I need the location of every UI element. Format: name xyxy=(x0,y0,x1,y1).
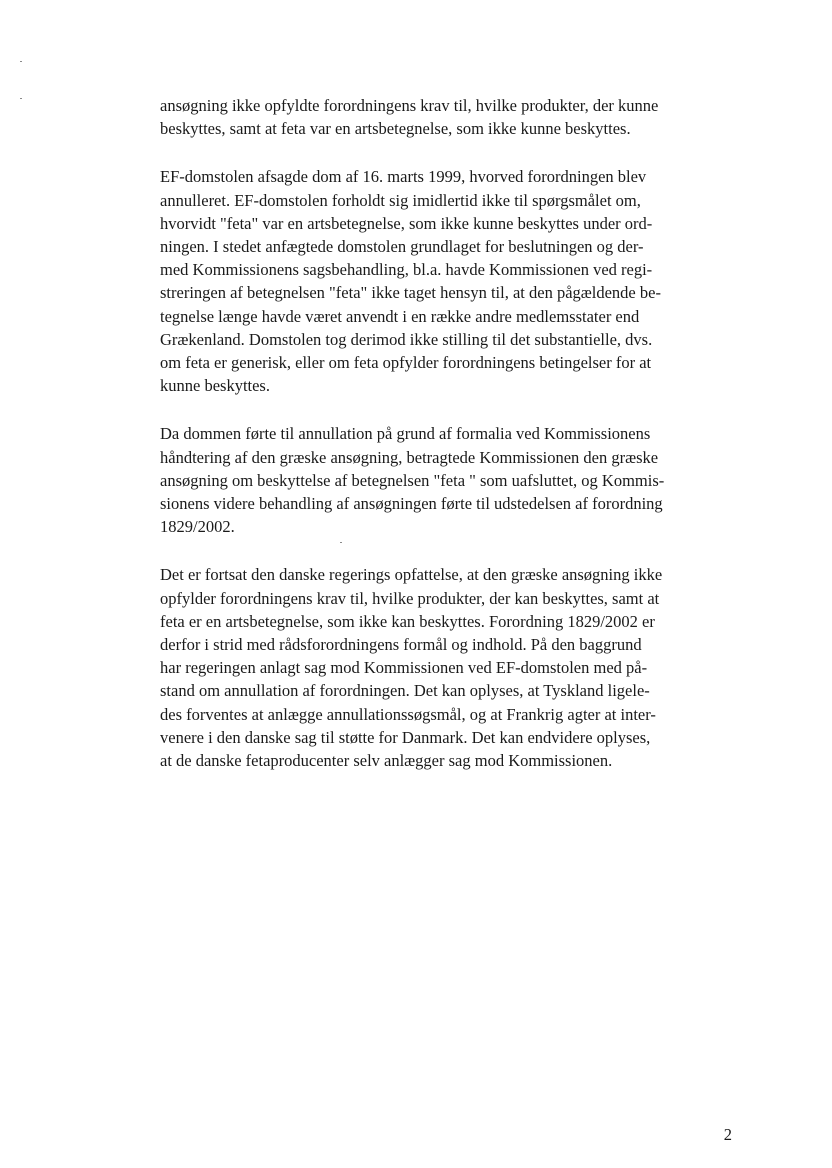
text-line: med Kommissionens sagsbehandling, bl.a. havde Kommissionen ved regi- xyxy=(160,260,653,280)
text-line: opfylder forordningens krav til, hvilke produkter, der kan beskyttes, samt at xyxy=(160,588,660,608)
text-line: sionens videre behandling af ansøgningen førte til udstedelsen af forordning xyxy=(160,494,663,514)
text-line: ansøgning om beskyttelse af betegnelsen "feta " som uafsluttet, og Kommis- xyxy=(160,470,665,490)
text-line: 1829/2002. xyxy=(160,517,235,537)
text-line: Det er fortsat den danske regerings opfattelse, at den græske ansøgning ikke xyxy=(160,565,663,585)
text-line: hvorvidt "feta" var en artsbetegnelse, som ikke kunne beskyttes under ord- xyxy=(160,213,653,233)
text-line: stand om annullation af forordningen. Det kan oplyses, at Tyskland ligele- xyxy=(160,681,650,701)
text-line: beskyttes, samt at feta var en artsbetegnelse, som ikke kunne beskyttes. xyxy=(160,119,631,139)
text-line: feta er en artsbetegnelse, som ikke kan beskyttes. Forordning 1829/2002 er xyxy=(160,611,655,631)
text-line: annulleret. EF-domstolen forholdt sig imidlertid ikke til spørgsmålet om, xyxy=(160,190,641,210)
text-line: venere i den danske sag til støtte for Danmark. Det kan endvidere oplyses, xyxy=(160,727,651,747)
text-line: Grækenland. Domstolen tog derimod ikke stilling til det substantielle, dvs. xyxy=(160,329,653,349)
page-number: 2 xyxy=(723,1125,732,1144)
text-line: derfor i strid med rådsforordningens formål og indhold. På den baggrund xyxy=(160,635,642,655)
paragraph-1 xyxy=(160,94,735,140)
document-body xyxy=(160,94,735,797)
text-line: at de danske fetaproducenter selv anlægger sag mod Kommissionen. xyxy=(160,751,613,771)
text-line: Da dommen førte til annullation på grund af formalia ved Kommissionens xyxy=(160,424,651,444)
text-line: des forventes at anlægge annullationssøgsmål, og at Frankrig agter at inter- xyxy=(160,704,656,724)
text-line: kunne beskyttes. xyxy=(160,376,270,396)
text-line: ansøgning ikke opfyldte forordningens krav til, hvilke produkter, der kunne xyxy=(160,96,659,115)
paragraph-4 xyxy=(160,563,735,772)
text-line: streringen af betegnelsen "feta" ikke taget hensyn til, at den pågældende be- xyxy=(160,283,661,303)
text-line: har regeringen anlagt sag mod Kommissionen ved EF-domstolen med på- xyxy=(160,658,648,678)
scan-speck xyxy=(20,61,22,62)
text-line: ningen. I stedet anfægtede domstolen grundlaget for beslutningen og der- xyxy=(160,237,644,257)
paragraph-3 xyxy=(160,422,735,538)
text-line: tegnelse længe havde været anvendt i en række andre medlemsstater end xyxy=(160,306,640,326)
scan-speck xyxy=(20,98,22,99)
paragraph-2 xyxy=(160,165,735,397)
text-line: om feta er generisk, eller om feta opfylder forordningens betingelser for at xyxy=(160,353,652,373)
text-line: håndtering af den græske ansøgning, betragtede Kommissionen den græske xyxy=(160,447,659,467)
text-line: EF-domstolen afsagde dom af 16. marts 1999, hvorved forordningen blev xyxy=(160,167,647,187)
